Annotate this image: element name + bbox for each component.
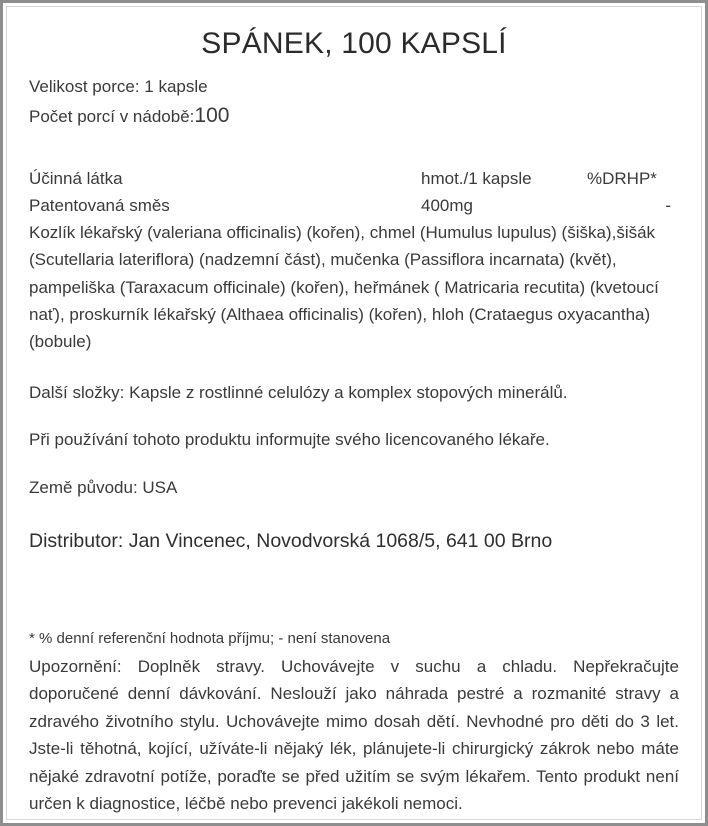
serving-size-line: Velikost porce: 1 kapsle xyxy=(29,77,208,96)
row-daily-value: - xyxy=(665,196,671,216)
other-ingredients-text: Další složky: Kapsle z rostlinné celulózy a komplex stopových minerálů. xyxy=(29,383,568,403)
spacer xyxy=(29,454,679,474)
row-amount: 400mg xyxy=(421,196,473,216)
warning-text: Upozornění: Doplněk stravy. Uchovávejte v suchu a chladu. Nepřekračujte doporučené denní dávkování. Neslouží jako náhrada pestré a rozmanité stravy a zdravého životního stylu. Uchovávejte mimo dosah dětí. Nevhodné pro děti do 3 let. Jste-li těhotná, kojící, užíváte-li nějaký lék, plánujete-li chirurgický zákrok nebo máte nějaké zdravotní potíže, poraďte se před užitím se svým lékařem. Tento produkt není určen k diagnostice, léčbě nebo prevenci jakékoli nemoci. xyxy=(29,656,679,814)
spacer xyxy=(29,406,679,426)
column-header-amount: hmot./1 kapsle xyxy=(421,168,532,188)
column-header-ingredient: Účinná látka xyxy=(29,168,123,188)
table-row xyxy=(29,192,679,219)
servings-per-container-value: 100 xyxy=(194,104,230,128)
servings-per-container-label: Počet porcí v nádobě: xyxy=(29,107,195,127)
servings-per-container-line xyxy=(29,100,679,133)
column-header-daily-value: %DRHP* xyxy=(587,168,657,188)
row-ingredient-name: Patentovaná směs xyxy=(29,196,170,216)
footnote-and-warning xyxy=(29,628,679,818)
country-of-origin-text: Země původu: USA xyxy=(29,477,178,497)
serving-information xyxy=(29,74,679,133)
proprietary-blend-ingredients: Kozlík lékařský (valeriana officinalis) (kořen), chmel (Humulus lupulus) (šiška),šišák (Scutellaria lateriflora) (nadzemní část), mučenka (Passiflora incarnata) (květ), pampeliška (Taraxacum officinale) (kořen), heřmánek ( Matricaria recutita) (kvetoucí nať), proskurník lékařský (Althaea officinalis) (kořen), hloh (Crataegus oxyacantha) (bobule) xyxy=(29,223,659,352)
daily-value-footnote: * % denní referenční hodnota příjmu; - není stanovena xyxy=(29,630,391,648)
spacer xyxy=(29,355,679,379)
supplement-facts-table xyxy=(29,165,679,355)
label-content-area xyxy=(6,6,702,820)
physician-notice-text: Při používání tohoto produktu informujte svého licencovaného lékaře. xyxy=(29,430,550,450)
page-title: SPÁNEK, 100 KAPSLÍ xyxy=(201,27,507,60)
table-header-row xyxy=(29,165,679,192)
distributor-text: Distributor: Jan Vincenec, Novodvorská 1068/5, 641 00 Brno xyxy=(29,529,553,552)
